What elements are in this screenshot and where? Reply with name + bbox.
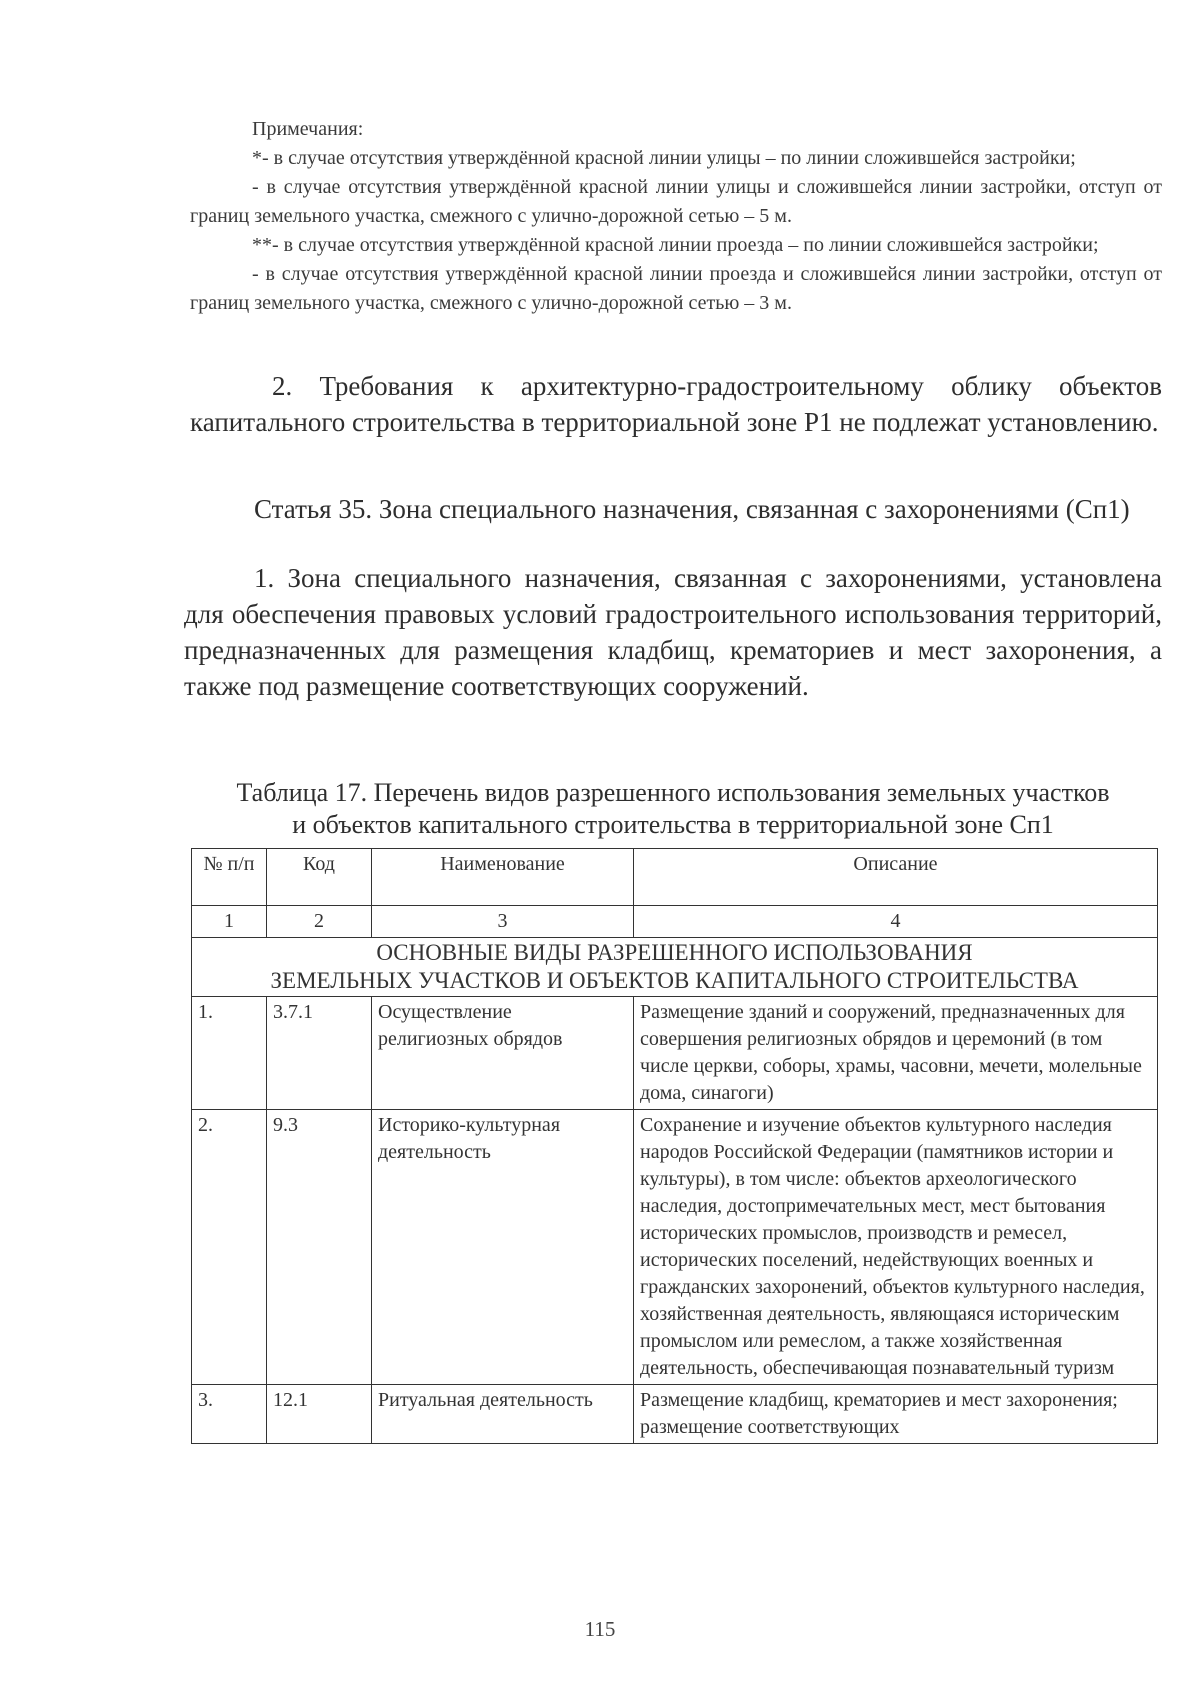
row-name: Ритуальная деятельность <box>372 1385 634 1444</box>
section-heading: ОСНОВНЫЕ ВИДЫ РАЗРЕШЕННОГО ИСПОЛЬЗОВАНИЯ ЗЕМЕЛЬНЫХ УЧАСТКОВ И ОБЪЕКТОВ КАПИТАЛЬНОГО СТРОИТЕЛЬСТВА <box>192 938 1158 997</box>
header-name: Наименование <box>372 849 634 906</box>
note-line: - в случае отсутствия утверждённой красной линии проезда и сложившейся линии застройки, отступ от границ земельного участка, смежного с улично-дорожной сетью – 3 м. <box>190 263 1162 314</box>
header-num: № п/п <box>192 849 267 906</box>
note-line: - в случае отсутствия утверждённой красной линии улицы и сложившейся линии застройки, отступ от границ земельного участка, смежного с улично-дорожной сетью – 5 м. <box>190 176 1162 227</box>
row-name: Историко-культурная деятельность <box>372 1110 634 1385</box>
row-num: 1. <box>192 997 267 1110</box>
column-number-row <box>192 906 1158 938</box>
requirement-paragraph: 2. Требования к архитектурно-градостроительному облику объектов капитального строительства в территориальной зоне Р1 не подлежат установлению. <box>190 371 1162 437</box>
article-heading: Статья 35. Зона специального назначения, связанная с захоронениями (Сп1) <box>254 494 1130 524</box>
header-code: Код <box>267 849 372 906</box>
table-row <box>192 1385 1158 1444</box>
permitted-use-table <box>191 848 1158 1444</box>
row-code: 9.3 <box>267 1110 372 1385</box>
row-description: Сохранение и изучение объектов культурного наследия народов Российской Федерации (памятников истории и культуры), в том числе: объектов археологического наследия, достопримечательных мест, мест бытования исторических промыслов, производств и ремесел, исторических поселений, недействующих военных и гражданских захоронений, объектов культурного наследия, хозяйственная деятельность, являющаяся историческим промыслом или ремеслом, а также хозяйственная деятельность, обеспечивающая познавательный туризм <box>634 1110 1158 1385</box>
row-code: 12.1 <box>267 1385 372 1444</box>
row-code: 3.7.1 <box>267 997 372 1110</box>
row-name: Осуществление религиозных обрядов <box>372 997 634 1110</box>
row-description: Размещение кладбищ, крематориев и мест захоронения; размещение соответствующих <box>634 1385 1158 1444</box>
notes-block <box>190 115 1162 318</box>
table-row <box>192 997 1158 1110</box>
col-number: 4 <box>634 906 1158 938</box>
table-caption <box>184 777 1162 841</box>
point-1-paragraph: 1. Зона специального назначения, связанная с захоронениями, установлена для обеспечения правовых условий градостроительного использования территорий, предназначенных для размещения кладбищ, крематориев и мест захоронения, а также под размещение соответствующих сооружений. <box>184 563 1162 701</box>
row-description: Размещение зданий и сооружений, предназначенных для совершения религиозных обрядов и церемоний (в том числе церкви, соборы, храмы, часовни, мечети, молельные дома, синагоги) <box>634 997 1158 1110</box>
note-line: *- в случае отсутствия утверждённой красной линии улицы – по линии сложившейся застройки; <box>252 147 1076 169</box>
caption-line-2: и объектов капитального строительства в территориальной зоне Сп1 <box>292 810 1054 839</box>
caption-line-1: Таблица 17. Перечень видов разрешенного использования земельных участков <box>236 778 1110 807</box>
row-num: 3. <box>192 1385 267 1444</box>
note-line: **- в случае отсутствия утверждённой красной линии проезда – по линии сложившейся застройки; <box>252 234 1099 256</box>
table-header-row <box>192 849 1158 906</box>
header-description: Описание <box>634 849 1158 906</box>
section-row <box>192 938 1158 997</box>
notes-title: Примечания: <box>252 118 364 140</box>
col-number: 1 <box>192 906 267 938</box>
col-number: 2 <box>267 906 372 938</box>
row-num: 2. <box>192 1110 267 1385</box>
page-number: 115 <box>584 1617 616 1641</box>
col-number: 3 <box>372 906 634 938</box>
table-row <box>192 1110 1158 1385</box>
